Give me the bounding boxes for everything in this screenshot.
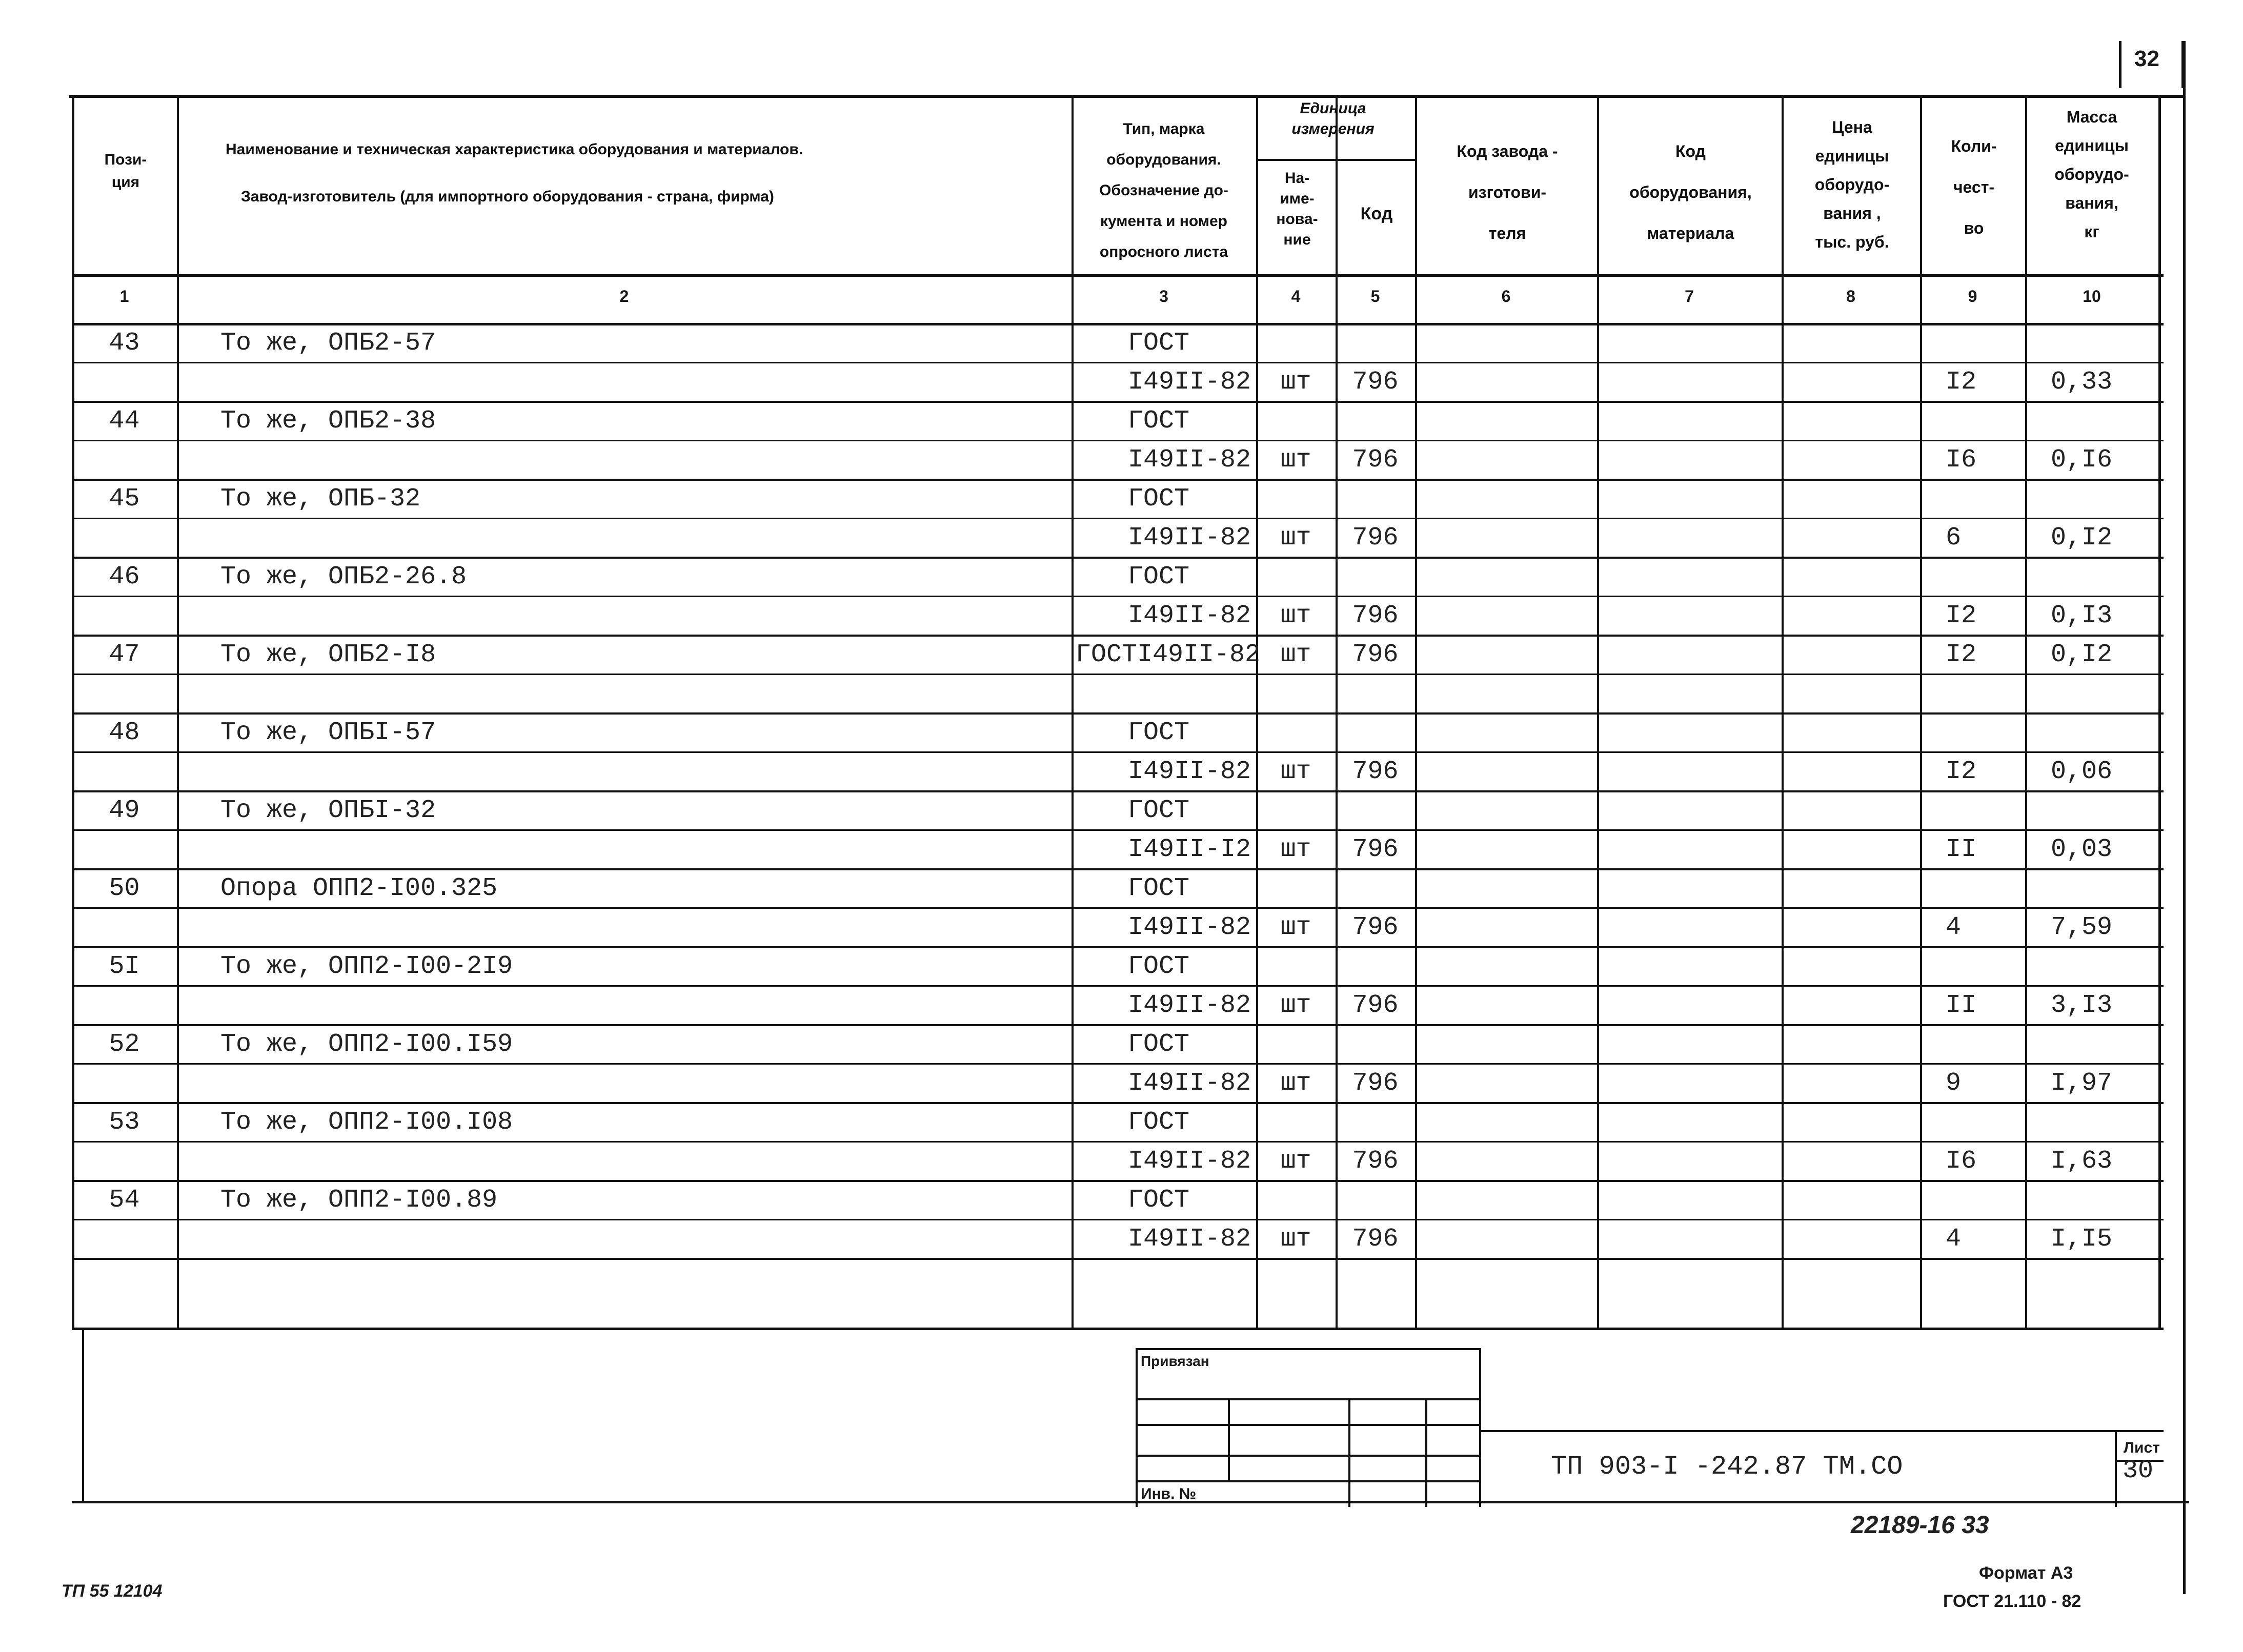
grid-line (72, 790, 2164, 792)
document-number: I49II-82 (1128, 368, 1251, 397)
grid-line (72, 1102, 2164, 1104)
page-number-divider (2119, 41, 2121, 88)
stamp-line (1136, 1455, 1479, 1457)
quantity: 4 (1946, 1225, 1962, 1254)
item-name: То же, ОПБ2-I8 (220, 640, 436, 669)
position-number: 46 (109, 562, 140, 592)
stamp-line (1136, 1398, 1479, 1400)
document-number: I49II-82 (1128, 757, 1251, 786)
grid-line (72, 1501, 2189, 1503)
unit-mass: 7,59 (2051, 913, 2113, 942)
grid-line (72, 907, 2164, 909)
position-number: 49 (109, 796, 140, 825)
grid-line (69, 95, 2184, 98)
document-number: I49II-82 (1128, 601, 1251, 630)
unit-code: 796 (1352, 835, 1399, 864)
item-name: То же, ОПП2-I00.89 (220, 1186, 498, 1215)
stamp-line (1348, 1398, 1350, 1507)
stamp-line (1136, 1348, 1479, 1350)
quantity: I2 (1946, 757, 1977, 786)
unit-mass: 0,06 (2051, 757, 2113, 786)
quantity: 9 (1946, 1069, 1962, 1098)
unit-name: шт (1280, 1069, 1311, 1098)
document-type: ГОСТ (1128, 406, 1190, 436)
column-number: 1 (119, 287, 129, 305)
unit-code: 796 (1352, 368, 1399, 397)
document-designation: ТП 903-I -242.87 ТМ.СО (1551, 1452, 1903, 1482)
grid-line (72, 596, 2164, 597)
grid-line (72, 635, 2164, 637)
grid-line (72, 518, 2164, 519)
unit-code: 796 (1352, 913, 1399, 942)
item-name: То же, ОПБI-32 (220, 796, 436, 825)
unit-name: шт (1280, 368, 1311, 397)
grid-line (72, 1258, 2164, 1260)
item-name: То же, ОПП2-I00.I59 (220, 1030, 513, 1059)
unit-code: 796 (1352, 445, 1399, 475)
document-type: ГОСТ (1128, 718, 1190, 747)
grid-line (72, 1219, 2164, 1220)
inventory-label: Инв. № (1141, 1485, 1197, 1502)
quantity: II (1946, 991, 1977, 1020)
unit-mass: 0,I6 (2051, 445, 2113, 475)
quantity: 6 (1946, 523, 1962, 553)
document-type: ГОСТ (1128, 796, 1190, 825)
document-number: I49II-82 (1128, 913, 1251, 942)
quantity: I2 (1946, 601, 1977, 630)
unit-name: шт (1280, 523, 1311, 553)
unit-name: шт (1280, 1225, 1311, 1254)
document-number: I49II-82 (1128, 523, 1251, 553)
unit-code: 796 (1352, 757, 1399, 786)
grid-line (72, 1141, 2164, 1143)
grid-line (72, 985, 2164, 987)
item-name: То же, ОПБ2-57 (220, 329, 436, 358)
stamp-line (1136, 1348, 1138, 1507)
document-type: ГОСТ (1128, 562, 1190, 592)
position-number: 48 (109, 718, 140, 747)
position-number: 44 (109, 406, 140, 436)
grid-line (72, 557, 2164, 559)
column-number: 2 (619, 287, 629, 305)
document-type: ГОСТ (1128, 329, 1190, 358)
handwritten-number: 22189-16 33 (1851, 1512, 1989, 1539)
grid-line (72, 1063, 2164, 1065)
format-label: Формат А3 (1979, 1563, 2073, 1583)
header-name-line1: Наименование и техническая характеристика оборудования и материалов. (226, 141, 803, 158)
gost-label: ГОСТ 21.110 - 82 (1943, 1592, 2082, 1611)
grid-line (72, 274, 2164, 277)
document-number: I49II-82 (1128, 1147, 1251, 1176)
header-factory-code: Код завода - изготови- теля (1457, 142, 1558, 242)
page-number: 32 (2134, 46, 2159, 71)
quantity: I2 (1946, 640, 1977, 669)
header-position: Пози- ция (104, 151, 147, 191)
unit-mass: 0,03 (2051, 835, 2113, 864)
column-number: 8 (1846, 287, 1855, 305)
position-number: 5I (109, 952, 140, 981)
grid-line (2183, 41, 2186, 1594)
grid-line (1336, 95, 1338, 1328)
unit-name: шт (1280, 445, 1311, 475)
document-type: ГОСТ (1128, 1030, 1190, 1059)
column-number: 6 (1501, 287, 1511, 305)
sheet-label: Лист (2124, 1439, 2160, 1456)
document-type: ГОСТ (1128, 1186, 1190, 1215)
grid-line (1920, 95, 1922, 1328)
grid-line (1782, 95, 1784, 1328)
bottom-left-code: ТП 55 12104 (62, 1581, 163, 1601)
grid-line (1336, 159, 1338, 274)
unit-code: 796 (1352, 1069, 1399, 1098)
position-number: 53 (109, 1108, 140, 1137)
grid-line (72, 751, 2164, 753)
header-type: Тип, марка оборудования. Обозначение до- кумента и номер опросного листа (1099, 120, 1228, 260)
grid-line (82, 1328, 84, 1501)
unit-mass: I,97 (2051, 1069, 2113, 1098)
unit-code: 796 (1352, 1147, 1399, 1176)
column-number: 9 (1968, 287, 1977, 305)
document-type: ГОСТ (1128, 1108, 1190, 1137)
header-unit-code: Код (1360, 204, 1393, 223)
document-type: ГОСТ (1128, 874, 1190, 903)
position-number: 54 (109, 1186, 140, 1215)
unit-mass: 3,I3 (2051, 991, 2113, 1020)
position-number: 52 (109, 1030, 140, 1059)
header-price: Цена единицы оборудо- вания , тыс. руб. (1814, 118, 1890, 251)
item-name: То же, ОПБ2-26.8 (220, 562, 467, 592)
column-number: 3 (1159, 287, 1168, 305)
document-number: I49II-82 (1128, 991, 1251, 1020)
unit-code: 796 (1352, 523, 1399, 553)
header-equipment-code: Код оборудования, материала (1629, 142, 1752, 242)
grid-line (72, 323, 2164, 325)
item-name: То же, ОПП2-I00.I08 (220, 1108, 513, 1137)
grid-line (72, 401, 2164, 403)
item-name: То же, ОПБ-32 (220, 484, 421, 514)
grid-line (1415, 95, 1417, 1328)
header-quantity: Коли- чест- во (1951, 137, 1997, 237)
unit-code: 796 (1352, 1225, 1399, 1254)
grid-line (72, 868, 2164, 870)
document-number: I49II-I2 (1128, 835, 1251, 864)
column-number: 5 (1370, 287, 1380, 305)
quantity: 4 (1946, 913, 1962, 942)
quantity: I6 (1946, 445, 1977, 475)
unit-name: шт (1280, 757, 1311, 786)
position-number: 43 (109, 329, 140, 358)
header-mass: Масса единицы оборудо- вания, кг (2054, 108, 2129, 241)
stamp-line (1479, 1430, 2164, 1432)
position-number: 47 (109, 640, 140, 669)
unit-mass: I,63 (2051, 1147, 2113, 1176)
unit-mass: 0,33 (2051, 368, 2113, 397)
grid-line (72, 946, 2164, 948)
quantity: I2 (1946, 368, 1977, 397)
unit-mass: I,I5 (2051, 1225, 2113, 1254)
grid-line (72, 712, 2164, 715)
position-number: 45 (109, 484, 140, 514)
position-number: 50 (109, 874, 140, 903)
item-name: Опора ОПП2-I00.325 (220, 874, 498, 903)
header-unit-group: Единица измерения (1291, 100, 1375, 137)
item-name: То же, ОПБI-57 (220, 718, 436, 747)
stamp-line (1136, 1480, 1479, 1482)
grid-line (72, 362, 2164, 363)
document-number: I49II-82 (1128, 1225, 1251, 1254)
stamp-line (2115, 1430, 2117, 1507)
column-number: 7 (1685, 287, 1694, 305)
unit-code: 796 (1352, 601, 1399, 630)
unit-code: 796 (1352, 991, 1399, 1020)
unit-name: шт (1280, 640, 1311, 669)
grid-line (72, 440, 2164, 441)
unit-code: 796 (1352, 640, 1399, 669)
stamp-line (1136, 1424, 1479, 1426)
quantity: II (1946, 835, 1977, 864)
header-name-line2: Завод-изготовитель (для импортного оборудования - страна, фирма) (241, 188, 774, 205)
document-type: ГОСТ (1128, 484, 1190, 514)
grid-line (177, 95, 179, 1328)
document-type: ГОСТI49II-82 (1076, 640, 1261, 669)
stamp-line (1425, 1398, 1427, 1507)
grid-line (72, 95, 74, 1328)
grid-line (72, 1328, 2164, 1330)
document-number: I49II-82 (1128, 1069, 1251, 1098)
unit-name: шт (1280, 991, 1311, 1020)
unit-name: шт (1280, 913, 1311, 942)
quantity: I6 (1946, 1147, 1977, 1176)
unit-name: шт (1280, 835, 1311, 864)
header-unit-name: На- име- нова- ние (1276, 170, 1318, 248)
item-name: То же, ОПП2-I00-2I9 (220, 952, 513, 981)
grid-line (72, 829, 2164, 831)
grid-line (72, 1180, 2164, 1182)
unit-name: шт (1280, 1147, 1311, 1176)
grid-line (72, 674, 2164, 675)
item-name: То же, ОПБ2-38 (220, 406, 436, 436)
stamp-line (1228, 1398, 1230, 1480)
grid-line (2158, 95, 2161, 1328)
grid-line (1072, 95, 1074, 1328)
unit-mass: 0,I2 (2051, 523, 2113, 553)
grid-line (72, 479, 2164, 481)
document-number: I49II-82 (1128, 445, 1251, 475)
grid-line (1256, 95, 1258, 1328)
stamp-line (1479, 1348, 1481, 1507)
grid-line (1597, 95, 1599, 1328)
column-number: 10 (2083, 287, 2101, 305)
unit-mass: 0,I2 (2051, 640, 2113, 669)
sheet-number: 30 (2123, 1456, 2154, 1485)
grid-line (72, 1024, 2164, 1026)
unit-mass: 0,I3 (2051, 601, 2113, 630)
document-type: ГОСТ (1128, 952, 1190, 981)
privyazan-label: Привязан (1141, 1353, 1209, 1369)
unit-name: шт (1280, 601, 1311, 630)
grid-line (2025, 95, 2027, 1328)
column-number: 4 (1291, 287, 1301, 305)
